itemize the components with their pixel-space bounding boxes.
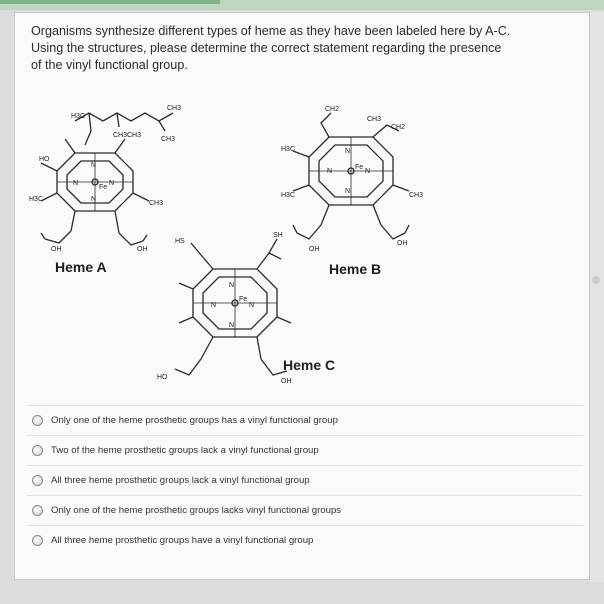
scroll-indicator[interactable] (592, 276, 600, 284)
question-line: of the vinyl functional group. (31, 58, 188, 72)
heme-b-structure (293, 113, 409, 239)
top-bar-accent (0, 0, 220, 4)
page-margin (590, 12, 604, 582)
svg-text:CH3: CH3 (113, 132, 128, 139)
answer-option-label: Only one of the heme prosthetic groups has a vinyl functional group (51, 415, 338, 426)
svg-text:N: N (73, 180, 79, 187)
answer-option[interactable] (27, 495, 583, 525)
svg-text:N: N (327, 168, 333, 175)
svg-text:H3C: H3C (71, 113, 86, 120)
answer-option[interactable] (27, 525, 583, 555)
answer-option-label: Only one of the heme prosthetic groups lacks vinyl functional groups (51, 505, 342, 516)
svg-text:OH: OH (51, 246, 62, 253)
answer-option-label: All three heme prosthetic groups lack a vinyl functional group (51, 475, 310, 486)
svg-text:N: N (229, 282, 235, 289)
answer-option-label: Two of the heme prosthetic groups lack a vinyl functional group (51, 445, 319, 456)
svg-text:OH: OH (309, 246, 320, 253)
svg-text:CH3: CH3 (127, 132, 142, 139)
heme-a-label: Heme A (55, 259, 107, 275)
svg-text:N: N (345, 148, 351, 155)
answer-options (27, 405, 583, 555)
heme-b-label: Heme B (329, 261, 382, 277)
svg-text:HS: HS (175, 238, 185, 245)
svg-text:CH3: CH3 (149, 200, 164, 207)
svg-text:CH2: CH2 (325, 106, 340, 113)
svg-text:N: N (365, 168, 371, 175)
heme-c-label: Heme C (283, 357, 336, 373)
svg-text:H3C: H3C (281, 146, 296, 153)
question-line: Organisms synthesize different types of heme as they have been labeled here by A-C. (31, 24, 511, 38)
radio-button[interactable] (32, 415, 43, 426)
answer-option-label: All three heme prosthetic groups have a vinyl functional group (51, 535, 314, 546)
top-bar (0, 0, 604, 10)
svg-text:SH: SH (273, 232, 283, 239)
svg-text:OH: OH (281, 378, 292, 385)
svg-text:Fe: Fe (355, 164, 364, 171)
radio-button[interactable] (32, 475, 43, 486)
svg-text:N: N (211, 302, 217, 309)
answer-option[interactable] (27, 465, 583, 495)
radio-button[interactable] (32, 505, 43, 516)
radio-button[interactable] (32, 445, 43, 456)
answer-option[interactable] (27, 405, 583, 435)
svg-text:CH3: CH3 (161, 136, 176, 143)
svg-text:N: N (109, 180, 115, 187)
radio-button[interactable] (32, 535, 43, 546)
heme-structures-figure (15, 93, 589, 413)
question-line: Using the structures, please determine the correct statement regarding the presence (31, 41, 502, 55)
svg-text:N: N (345, 188, 351, 195)
heme-c-structure (175, 239, 291, 375)
svg-text:HO: HO (157, 374, 168, 381)
heme-a-structure (41, 113, 176, 245)
answer-option[interactable] (27, 435, 583, 465)
svg-text:CH3: CH3 (367, 116, 382, 123)
svg-text:N: N (229, 322, 235, 329)
svg-text:N: N (91, 196, 97, 203)
question-panel (14, 12, 590, 580)
question-text (31, 23, 571, 74)
svg-text:N: N (249, 302, 255, 309)
svg-text:H3C: H3C (281, 192, 296, 199)
svg-text:Fe: Fe (239, 296, 248, 303)
svg-text:CH2: CH2 (391, 124, 406, 131)
svg-text:OH: OH (137, 246, 148, 253)
svg-text:CH3: CH3 (409, 192, 424, 199)
svg-text:N: N (91, 162, 97, 169)
svg-text:H3C: H3C (29, 196, 44, 203)
svg-text:OH: OH (397, 240, 408, 247)
svg-text:CH3: CH3 (167, 105, 182, 112)
svg-text:Fe: Fe (99, 184, 108, 191)
chem-group-labels (29, 105, 423, 385)
svg-text:HO: HO (39, 156, 50, 163)
